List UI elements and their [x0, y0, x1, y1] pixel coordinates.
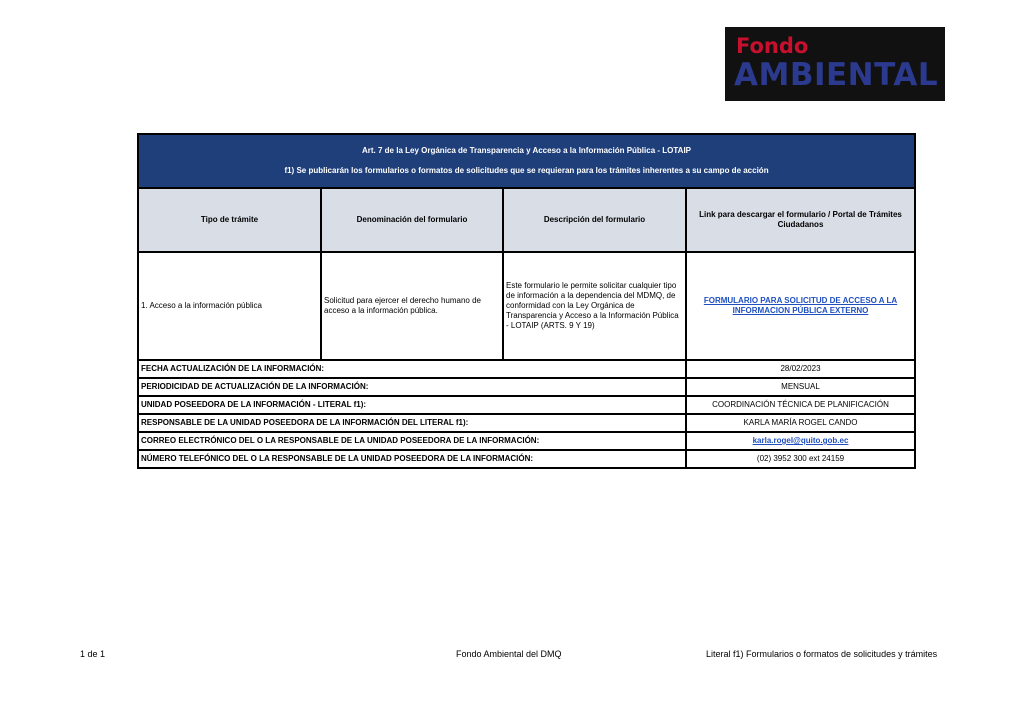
- cell-tipo: 1. Acceso a la información pública: [138, 252, 321, 360]
- meta-label-telefono: NÚMERO TELEFÓNICO DEL O LA RESPONSABLE DE LA UNIDAD POSEEDORA DE LA INFORMACIÓN:: [138, 450, 686, 468]
- meta-label-unidad: UNIDAD POSEEDORA DE LA INFORMACIÓN - LITERAL f1):: [138, 396, 686, 414]
- email-link[interactable]: karla.rogel@quito.gob.ec: [686, 432, 915, 450]
- meta-value-periodicidad: MENSUAL: [686, 378, 915, 396]
- table-row: [138, 252, 915, 360]
- table-header: [138, 134, 915, 188]
- header-subtitle: f1) Se publicarán los formularios o formatos de solicitudes que se requieran para los trámites inherentes a su campo de acción: [284, 166, 769, 175]
- logo-line-1: Fondo: [736, 34, 809, 58]
- meta-label-periodicidad: PERIODICIDAD DE ACTUALIZACIÓN DE LA INFORMACIÓN:: [138, 378, 686, 396]
- cell-denominacion: Solicitud para ejercer el derecho humano de acceso a la información pública.: [321, 252, 503, 360]
- meta-value-responsable: KARLA MARÍA ROGEL CANDO: [686, 414, 915, 432]
- meta-row-fecha: [138, 360, 915, 378]
- meta-label-fecha: FECHA ACTUALIZACIÓN DE LA INFORMACIÓN:: [138, 360, 686, 378]
- meta-value-unidad: COORDINACIÓN TÉCNICA DE PLANIFICACIÓN: [686, 396, 915, 414]
- meta-row-telefono: [138, 450, 915, 468]
- footer-organization: Fondo Ambiental del DMQ: [456, 649, 562, 659]
- logo-line-2: AMBIENTAL: [734, 57, 939, 93]
- footer-literal-title: Literal f1) Formularios o formatos de solicitudes y trámites: [706, 649, 938, 659]
- lotaip-table: [137, 133, 916, 469]
- column-header-tipo: Tipo de trámite: [138, 188, 321, 252]
- meta-value-fecha: 28/02/2023: [686, 360, 915, 378]
- meta-row-unidad: [138, 396, 915, 414]
- footer-page-number: 1 de 1: [80, 649, 106, 659]
- meta-row-periodicidad: [138, 378, 915, 396]
- form-download-link[interactable]: FORMULARIO PARA SOLICITUD DE ACCESO A LA INFORMACION PÚBLICA EXTERNO: [686, 252, 915, 360]
- column-header-descripcion: Descripción del formulario: [503, 188, 686, 252]
- meta-label-correo: CORREO ELECTRÓNICO DEL O LA RESPONSABLE DE LA UNIDAD POSEEDORA DE LA INFORMACIÓN:: [138, 432, 686, 450]
- meta-row-responsable: [138, 414, 915, 432]
- cell-descripcion: Este formulario le permite solicitar cualquier tipo de información a la dependencia del MDMQ, de conformidad con la Ley Orgánica de Transparencia y Acceso a la Información Pública - LOTAIP (ARTS. 9 Y 19): [503, 252, 686, 360]
- meta-label-responsable: RESPONSABLE DE LA UNIDAD POSEEDORA DE LA INFORMACIÓN DEL LITERAL f1):: [138, 414, 686, 432]
- column-header-denominacion: Denominación del formulario: [321, 188, 503, 252]
- meta-value-telefono: (02) 3952 300 ext 24159: [686, 450, 915, 468]
- column-header-link: Link para descargar el formulario / Portal de Trámites Ciudadanos: [686, 188, 915, 252]
- header-title: Art. 7 de la Ley Orgánica de Transparencia y Acceso a la Información Pública - LOTAIP: [362, 146, 691, 155]
- meta-row-correo: [138, 432, 915, 450]
- fondo-ambiental-logo: [725, 27, 945, 101]
